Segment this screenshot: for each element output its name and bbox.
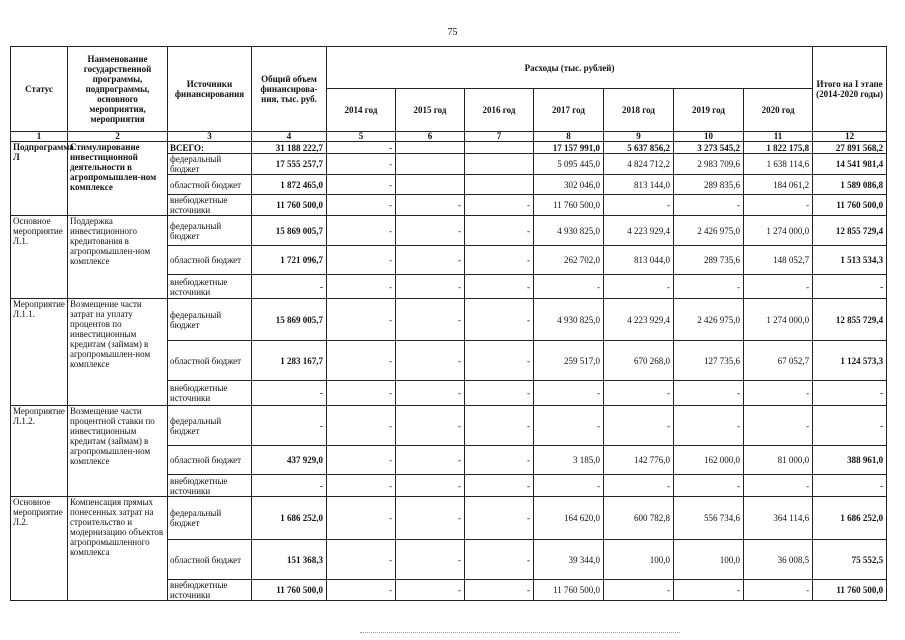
value-cell-y2019: - <box>674 381 744 406</box>
page-number: 75 <box>447 27 458 38</box>
value-cell-y2017: - <box>534 475 604 497</box>
value-cell-total: 17 555 257,7 <box>252 154 327 175</box>
value-cell-total: 15 869 005,7 <box>252 216 327 246</box>
value-cell-y2019: 2 426 975,0 <box>674 216 744 246</box>
source-cell: федеральный бюджет <box>168 299 252 341</box>
financing-table <box>10 46 887 601</box>
value-cell-y2015: - <box>396 446 465 475</box>
header-stage-total: Итого на I этапе (2014-2020 годы) <box>813 47 887 132</box>
header-year: 2015 год <box>396 89 465 132</box>
source-cell: внебюджетные источники <box>168 381 252 406</box>
column-index: 8 <box>534 132 604 142</box>
program-name-cell: Возмещение части процентной ставки по инвестиционным кредитам (займам) в агропромышлен-ном комплексе <box>68 406 168 497</box>
program-name-cell: Возмещение части затрат на уплату процентов по инвестиционным кредитам (займам) в агропромышлен-ном комплексе <box>68 299 168 406</box>
value-cell-stage: 11 760 500,0 <box>813 195 887 216</box>
value-cell-y2014: - <box>327 216 396 246</box>
value-cell-y2019: 100,0 <box>674 540 744 580</box>
program-name-cell: Стимулирование инвестиционной деятельности в агропромышлен-ном комплексе <box>68 142 168 216</box>
value-cell-y2018: 813 144,0 <box>604 175 674 195</box>
value-cell-y2018: - <box>604 275 674 299</box>
value-cell-y2014: - <box>327 195 396 216</box>
value-cell-y2017: 5 095 445,0 <box>534 154 604 175</box>
value-cell-y2015: - <box>396 246 465 275</box>
value-cell-y2019: 289 735,6 <box>674 246 744 275</box>
header-name: Наименование государственной программы, подпрограммы, основного мероприятия, мероприятия <box>68 47 168 132</box>
source-cell: областной бюджет <box>168 341 252 381</box>
value-cell-y2018: 142 776,0 <box>604 446 674 475</box>
value-cell-y2014: - <box>327 475 396 497</box>
column-index: 1 <box>11 132 68 142</box>
value-cell-y2015: - <box>396 580 465 601</box>
value-cell-y2018: 4 824 712,2 <box>604 154 674 175</box>
column-index: 6 <box>396 132 465 142</box>
value-cell-y2015: - <box>396 475 465 497</box>
value-cell-stage: - <box>813 475 887 497</box>
value-cell-y2016: - <box>465 446 534 475</box>
value-cell-stage: 1 513 534,3 <box>813 246 887 275</box>
status-cell: Подпрограмма Л <box>11 142 68 216</box>
value-cell-y2016 <box>465 142 534 154</box>
column-index: 4 <box>252 132 327 142</box>
value-cell-y2016: - <box>465 216 534 246</box>
value-cell-y2019: - <box>674 580 744 601</box>
value-cell-y2017: 164 620,0 <box>534 497 604 540</box>
value-cell-y2017: - <box>534 406 604 446</box>
value-cell-total: - <box>252 406 327 446</box>
header-total: Общий объем финансирова-ния, тыс. руб. <box>252 47 327 132</box>
header-year: 2014 год <box>327 89 396 132</box>
value-cell-y2018: 813 044,0 <box>604 246 674 275</box>
source-cell: федеральный бюджет <box>168 497 252 540</box>
source-cell: федеральный бюджет <box>168 216 252 246</box>
value-cell-y2018: 4 223 929,4 <box>604 299 674 341</box>
value-cell-y2020: - <box>744 195 813 216</box>
table-row <box>11 216 887 246</box>
value-cell-y2016 <box>465 175 534 195</box>
value-cell-y2015: - <box>396 540 465 580</box>
value-cell-y2015 <box>396 142 465 154</box>
value-cell-y2020: 67 052,7 <box>744 341 813 381</box>
table-row <box>11 299 887 341</box>
source-cell: ВСЕГО: <box>168 142 252 154</box>
column-index: 11 <box>744 132 813 142</box>
value-cell-y2014: - <box>327 175 396 195</box>
value-cell-y2019: - <box>674 275 744 299</box>
value-cell-total: 11 760 500,0 <box>252 195 327 216</box>
program-name-cell: Компенсация прямых понесенных затрат на строительство и модернизацию объектов агропромышленного комплекса <box>68 497 168 601</box>
value-cell-y2018: 600 782,8 <box>604 497 674 540</box>
value-cell-y2015: - <box>396 406 465 446</box>
value-cell-y2017: 302 046,0 <box>534 175 604 195</box>
value-cell-y2019: - <box>674 475 744 497</box>
column-index: 12 <box>813 132 887 142</box>
value-cell-y2018: - <box>604 580 674 601</box>
value-cell-y2020: 1 638 114,6 <box>744 154 813 175</box>
value-cell-y2016: - <box>465 497 534 540</box>
value-cell-total: - <box>252 475 327 497</box>
source-cell: областной бюджет <box>168 246 252 275</box>
value-cell-y2014: - <box>327 341 396 381</box>
value-cell-y2020: - <box>744 275 813 299</box>
value-cell-stage: 388 961,0 <box>813 446 887 475</box>
value-cell-y2016: - <box>465 475 534 497</box>
value-cell-y2018: 5 637 856,2 <box>604 142 674 154</box>
column-index: 3 <box>168 132 252 142</box>
value-cell-y2015: - <box>396 195 465 216</box>
source-cell: областной бюджет <box>168 446 252 475</box>
value-cell-y2014: - <box>327 142 396 154</box>
header-sources: Источники финансирования <box>168 47 252 132</box>
program-name-cell: Поддержка инвестиционного кредитования в агропромышлен-ном комплексе <box>68 216 168 299</box>
value-cell-y2016 <box>465 154 534 175</box>
value-cell-y2019: 2 983 709,6 <box>674 154 744 175</box>
value-cell-y2016: - <box>465 540 534 580</box>
value-cell-y2020: 81 000,0 <box>744 446 813 475</box>
value-cell-y2017: 11 760 500,0 <box>534 580 604 601</box>
header-year: 2019 год <box>674 89 744 132</box>
value-cell-y2017: 262 702,0 <box>534 246 604 275</box>
value-cell-y2017: 4 930 825,0 <box>534 216 604 246</box>
value-cell-y2014: - <box>327 275 396 299</box>
value-cell-stage: 14 541 981,4 <box>813 154 887 175</box>
value-cell-y2016: - <box>465 246 534 275</box>
value-cell-y2019: 289 835,6 <box>674 175 744 195</box>
value-cell-y2018: - <box>604 381 674 406</box>
value-cell-y2020: - <box>744 580 813 601</box>
status-cell: Основное мероприятие Л.1. <box>11 216 68 299</box>
value-cell-y2020: 1 822 175,8 <box>744 142 813 154</box>
value-cell-y2014: - <box>327 246 396 275</box>
value-cell-y2014: - <box>327 154 396 175</box>
source-cell: внебюджетные источники <box>168 580 252 601</box>
value-cell-y2014: - <box>327 299 396 341</box>
value-cell-y2020: 1 274 000,0 <box>744 216 813 246</box>
value-cell-stage: - <box>813 381 887 406</box>
value-cell-stage: 27 891 568,2 <box>813 142 887 154</box>
value-cell-y2018: - <box>604 475 674 497</box>
scan-artifact <box>360 632 680 635</box>
value-cell-y2017: 3 185,0 <box>534 446 604 475</box>
value-cell-y2019: 127 735,6 <box>674 341 744 381</box>
value-cell-y2016: - <box>465 580 534 601</box>
value-cell-y2019: 556 734,6 <box>674 497 744 540</box>
value-cell-y2018: - <box>604 195 674 216</box>
value-cell-y2020: 1 274 000,0 <box>744 299 813 341</box>
value-cell-y2014: - <box>327 580 396 601</box>
value-cell-y2019: 3 273 545,2 <box>674 142 744 154</box>
source-cell: областной бюджет <box>168 175 252 195</box>
value-cell-stage: 12 855 729,4 <box>813 299 887 341</box>
value-cell-total: 31 188 222,7 <box>252 142 327 154</box>
value-cell-y2019: - <box>674 406 744 446</box>
value-cell-total: 1 283 167,7 <box>252 341 327 381</box>
value-cell-y2014: - <box>327 406 396 446</box>
value-cell-y2015 <box>396 175 465 195</box>
value-cell-y2016: - <box>465 299 534 341</box>
value-cell-y2015: - <box>396 275 465 299</box>
value-cell-y2020: 364 114,6 <box>744 497 813 540</box>
value-cell-y2016: - <box>465 381 534 406</box>
value-cell-total: 1 872 465,0 <box>252 175 327 195</box>
value-cell-y2015: - <box>396 497 465 540</box>
value-cell-y2016: - <box>465 275 534 299</box>
value-cell-total: 15 869 005,7 <box>252 299 327 341</box>
value-cell-y2018: - <box>604 406 674 446</box>
value-cell-y2019: 2 426 975,0 <box>674 299 744 341</box>
value-cell-y2020: - <box>744 406 813 446</box>
value-cell-y2014: - <box>327 540 396 580</box>
header-status: Статус <box>11 47 68 132</box>
value-cell-total: - <box>252 381 327 406</box>
header-year: 2020 год <box>744 89 813 132</box>
value-cell-y2015 <box>396 154 465 175</box>
value-cell-y2014: - <box>327 497 396 540</box>
value-cell-y2018: 4 223 929,4 <box>604 216 674 246</box>
value-cell-y2017: - <box>534 381 604 406</box>
table-row <box>11 406 887 446</box>
value-cell-y2019: 162 000,0 <box>674 446 744 475</box>
value-cell-total: 1 686 252,0 <box>252 497 327 540</box>
value-cell-y2017: 17 157 991,0 <box>534 142 604 154</box>
header-expenses: Расходы (тыс. рублей) <box>327 47 813 89</box>
source-cell: внебюджетные источники <box>168 475 252 497</box>
value-cell-y2017: 4 930 825,0 <box>534 299 604 341</box>
value-cell-total: 151 368,3 <box>252 540 327 580</box>
value-cell-stage: - <box>813 406 887 446</box>
value-cell-y2020: - <box>744 381 813 406</box>
header-year: 2017 год <box>534 89 604 132</box>
value-cell-stage: 1 589 086,8 <box>813 175 887 195</box>
value-cell-y2020: - <box>744 475 813 497</box>
value-cell-stage: 1 124 573,3 <box>813 341 887 381</box>
value-cell-stage: 1 686 252,0 <box>813 497 887 540</box>
table-row <box>11 142 887 154</box>
value-cell-stage: 11 760 500,0 <box>813 580 887 601</box>
value-cell-y2017: 39 344,0 <box>534 540 604 580</box>
value-cell-y2014: - <box>327 446 396 475</box>
value-cell-total: 11 760 500,0 <box>252 580 327 601</box>
column-index: 7 <box>465 132 534 142</box>
header-year: 2018 год <box>604 89 674 132</box>
status-cell: Мероприятие Л.1.2. <box>11 406 68 497</box>
value-cell-y2017: - <box>534 275 604 299</box>
source-cell: областной бюджет <box>168 540 252 580</box>
value-cell-y2017: 259 517,0 <box>534 341 604 381</box>
column-index: 10 <box>674 132 744 142</box>
source-cell: федеральный бюджет <box>168 406 252 446</box>
value-cell-y2020: 148 052,7 <box>744 246 813 275</box>
column-index: 5 <box>327 132 396 142</box>
value-cell-stage: 12 855 729,4 <box>813 216 887 246</box>
value-cell-y2015: - <box>396 216 465 246</box>
value-cell-y2019: - <box>674 195 744 216</box>
column-index: 9 <box>604 132 674 142</box>
value-cell-stage: - <box>813 275 887 299</box>
source-cell: внебюджетные источники <box>168 275 252 299</box>
value-cell-y2015: - <box>396 381 465 406</box>
value-cell-total: 437 929,0 <box>252 446 327 475</box>
value-cell-y2018: 100,0 <box>604 540 674 580</box>
header-year: 2016 год <box>465 89 534 132</box>
value-cell-total: - <box>252 275 327 299</box>
source-cell: внебюджетные источники <box>168 195 252 216</box>
value-cell-total: 1 721 096,7 <box>252 246 327 275</box>
value-cell-stage: 75 552,5 <box>813 540 887 580</box>
value-cell-y2015: - <box>396 299 465 341</box>
value-cell-y2017: 11 760 500,0 <box>534 195 604 216</box>
value-cell-y2020: 184 061,2 <box>744 175 813 195</box>
status-cell: Мероприятие Л.1.1. <box>11 299 68 406</box>
column-index: 2 <box>68 132 168 142</box>
status-cell: Основное мероприятие Л.2. <box>11 497 68 601</box>
value-cell-y2015: - <box>396 341 465 381</box>
source-cell: федеральный бюджет <box>168 154 252 175</box>
value-cell-y2018: 670 268,0 <box>604 341 674 381</box>
value-cell-y2020: 36 008,5 <box>744 540 813 580</box>
table-row <box>11 497 887 540</box>
value-cell-y2016: - <box>465 341 534 381</box>
value-cell-y2014: - <box>327 381 396 406</box>
value-cell-y2016: - <box>465 195 534 216</box>
value-cell-y2016: - <box>465 406 534 446</box>
